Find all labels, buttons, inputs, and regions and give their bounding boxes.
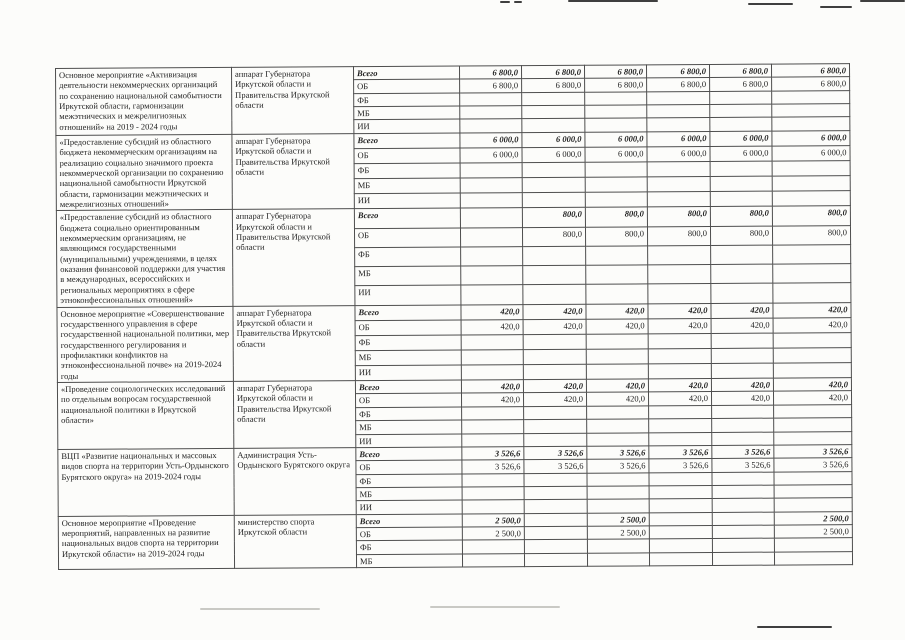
source-label-cell: ИИ: [356, 434, 462, 448]
value-cell: 6 800,0: [584, 65, 646, 79]
value-cell: [524, 419, 587, 433]
value-cell: [649, 485, 712, 499]
value-cell: 420,0: [773, 391, 851, 405]
value-cell: [522, 162, 585, 177]
scan-artifact: [500, 1, 510, 3]
value-cell: [772, 161, 850, 177]
value-cell: 6 800,0: [646, 65, 709, 79]
value-cell: [649, 499, 712, 513]
value-cell: [649, 552, 712, 566]
value-cell: [649, 512, 712, 526]
value-cell: [647, 105, 710, 119]
source-label-cell: ОБ: [354, 228, 460, 248]
value-cell: 420,0: [523, 379, 586, 393]
value-cell: 6 800,0: [521, 65, 584, 79]
value-cell: [711, 333, 773, 348]
value-cell: [712, 485, 774, 499]
source-label-cell: Всего: [354, 208, 460, 228]
value-cell: [461, 246, 523, 266]
value-cell: [522, 192, 585, 208]
value-cell: [462, 500, 524, 514]
source-label-cell: ФБ: [354, 163, 460, 179]
value-cell: [460, 92, 522, 106]
source-label-cell: МБ: [354, 178, 460, 194]
value-cell: 6 000,0: [647, 146, 710, 161]
value-cell: [460, 193, 522, 209]
source-label-cell: Всего: [354, 133, 460, 149]
value-cell: [710, 118, 772, 132]
executor-cell: аппарат Губернатора Иркутской области и Правительства Иркутской области: [231, 67, 353, 135]
value-cell: [524, 406, 587, 420]
value-cell: [774, 538, 852, 552]
value-cell: [710, 176, 772, 191]
value-cell: [773, 264, 851, 284]
executor-cell: аппарат Губернатора Иркутской области и Правительства Иркутской области: [233, 305, 355, 381]
value-cell: [772, 191, 850, 207]
source-label-cell: ИИ: [354, 193, 460, 209]
value-cell: 420,0: [461, 304, 523, 319]
value-cell: 420,0: [523, 304, 586, 319]
value-cell: 6 000,0: [585, 147, 647, 162]
value-cell: 800,0: [522, 208, 585, 228]
value-cell: [649, 405, 712, 419]
value-cell: [461, 349, 523, 364]
value-cell: [711, 283, 773, 303]
value-cell: 420,0: [773, 317, 851, 333]
value-cell: [649, 526, 712, 540]
value-cell: [461, 266, 523, 286]
value-cell: [649, 419, 712, 433]
value-cell: [649, 472, 712, 486]
value-cell: [462, 553, 524, 567]
value-cell: 3 526,6: [524, 459, 587, 473]
value-cell: 6 800,0: [522, 79, 585, 93]
scan-artifact: [860, 0, 905, 2]
value-cell: 800,0: [710, 206, 772, 226]
value-cell: [586, 349, 648, 364]
value-cell: [586, 364, 648, 380]
value-cell: 2 500,0: [462, 527, 524, 541]
source-label-cell: Всего: [356, 514, 462, 528]
budget-table-body: [56, 64, 853, 570]
value-cell: 3 526,6: [712, 445, 774, 459]
value-cell: 3 526,6: [587, 446, 649, 460]
value-cell: [648, 245, 711, 265]
value-cell: [711, 264, 773, 284]
program-name-cell: «Проведение социологических исследований по отдельным вопросам государственной национальной политики в Иркутской области»: [57, 381, 233, 449]
value-cell: [711, 348, 773, 363]
source-label-cell: ИИ: [355, 285, 461, 305]
value-cell: [774, 485, 852, 499]
value-cell: [586, 284, 648, 304]
source-label-cell: ИИ: [354, 119, 460, 133]
value-cell: [773, 332, 851, 348]
value-cell: [460, 178, 522, 193]
value-cell: 3 526,6: [587, 459, 649, 473]
scan-artifact: [568, 0, 658, 2]
value-cell: [648, 265, 711, 285]
value-cell: [523, 349, 586, 364]
value-cell: 420,0: [586, 379, 648, 393]
value-cell: [712, 418, 774, 432]
value-cell: [522, 105, 585, 119]
value-cell: [774, 551, 852, 565]
value-cell: [772, 176, 850, 192]
value-cell: [524, 433, 587, 447]
value-cell: 6 000,0: [772, 130, 850, 146]
value-cell: [524, 513, 587, 527]
value-cell: 6 800,0: [647, 78, 710, 92]
value-cell: 800,0: [647, 207, 710, 227]
value-cell: 420,0: [523, 393, 586, 407]
value-cell: 420,0: [523, 319, 586, 334]
value-cell: [585, 162, 647, 177]
value-cell: [647, 91, 710, 105]
value-cell: 800,0: [585, 207, 647, 227]
executor-cell: аппарат Губернатора Иркутской области и Правительства Иркутской области: [233, 381, 355, 449]
value-cell: [712, 432, 774, 446]
program-name-cell: Основное мероприятие «Совершенствование государственного управления в сфере государственной национальной политики, мер государственного регулирования и профилактики конфликтов на этноконфессиональной почве» на 2019-2024 годы: [57, 306, 233, 383]
source-label-cell: ОБ: [354, 148, 460, 164]
scan-artifact: [200, 608, 320, 610]
value-cell: [524, 540, 587, 554]
program-name-cell: Основное мероприятие «Активизация деятельности некоммерческих организаций по сохранению национальной самобытности Иркутской области, гармонизации межэтнических и межрелигиозных отношений» на 2019 - 2024 годы: [56, 67, 232, 135]
source-label-cell: Всего: [353, 66, 459, 80]
source-label-cell: Всего: [355, 305, 461, 321]
value-cell: 420,0: [461, 380, 523, 394]
value-cell: [586, 334, 648, 349]
source-label-cell: ОБ: [356, 527, 462, 541]
value-cell: 800,0: [710, 226, 772, 246]
value-cell: [774, 498, 852, 512]
value-cell: 6 800,0: [585, 78, 647, 92]
value-cell: [773, 363, 851, 379]
value-cell: 420,0: [773, 302, 851, 318]
value-cell: [774, 418, 852, 432]
value-cell: 420,0: [648, 303, 711, 318]
value-cell: 2 500,0: [462, 513, 524, 527]
scan-artifact: [514, 1, 522, 3]
value-cell: [461, 334, 523, 349]
value-cell: [712, 405, 774, 419]
value-cell: 6 000,0: [460, 132, 522, 147]
value-cell: [712, 472, 774, 486]
value-cell: [462, 420, 524, 434]
value-cell: [773, 244, 851, 264]
value-cell: [585, 192, 647, 208]
value-cell: 6 800,0: [772, 77, 850, 91]
value-cell: 800,0: [522, 227, 585, 247]
value-cell: [522, 92, 585, 106]
source-label-cell: ФБ: [356, 474, 462, 488]
value-cell: [460, 208, 522, 228]
value-cell: [647, 118, 710, 132]
value-cell: [460, 119, 522, 133]
value-cell: 6 800,0: [710, 77, 772, 91]
program-name-cell: «Предоставление субсидий из областного бюджета социально ориентированным некоммерческим организациям, не являющимся государственными (муниципальными) учреждениями, в целях оказания финансовой поддержки для участия в международных, всероссийских и региональных мероприятиях в сфере этноконфессиональных отношений»: [56, 210, 233, 307]
executor-cell: министерство спорта Иркутской области: [234, 514, 356, 568]
value-cell: 6 000,0: [710, 131, 772, 146]
value-cell: 800,0: [772, 206, 850, 226]
value-cell: [647, 177, 710, 192]
value-cell: [523, 334, 586, 349]
value-cell: [710, 104, 772, 118]
value-cell: [772, 104, 850, 118]
value-cell: [712, 498, 774, 512]
value-cell: 420,0: [648, 392, 711, 406]
value-cell: [711, 363, 773, 379]
value-cell: [587, 419, 649, 433]
source-label-cell: ОБ: [355, 393, 461, 407]
value-cell: [462, 406, 524, 420]
value-cell: 3 526,6: [774, 458, 852, 472]
value-cell: 3 526,6: [712, 458, 774, 472]
value-cell: 6 000,0: [460, 148, 522, 163]
value-cell: [460, 163, 522, 178]
value-cell: 6 000,0: [522, 132, 585, 147]
value-cell: [585, 105, 647, 119]
value-cell: 800,0: [772, 225, 850, 245]
program-name-cell: ВЦП «Развитие национальных и массовых видов спорта на территории Усть-Ордынского Бурятского округа» на 2019-2024 годы: [58, 448, 234, 516]
value-cell: [648, 333, 711, 348]
scan-artifact: [820, 6, 852, 8]
value-cell: [773, 283, 851, 303]
value-cell: [587, 472, 649, 486]
value-cell: 6 000,0: [772, 146, 850, 162]
value-cell: [587, 539, 649, 553]
value-cell: 420,0: [461, 319, 523, 334]
value-cell: [772, 117, 850, 131]
value-cell: [712, 512, 774, 526]
value-cell: [585, 118, 647, 132]
value-cell: 6 000,0: [522, 147, 585, 162]
source-label-cell: Всего: [355, 380, 461, 394]
value-cell: [461, 285, 523, 305]
value-cell: [523, 364, 586, 380]
value-cell: [585, 92, 647, 106]
value-cell: 3 526,6: [649, 459, 712, 473]
value-cell: [462, 487, 524, 501]
value-cell: [587, 406, 649, 420]
source-label-cell: МБ: [356, 420, 462, 434]
value-cell: [462, 473, 524, 487]
value-cell: 6 000,0: [710, 146, 772, 161]
value-cell: 420,0: [711, 392, 773, 406]
value-cell: [712, 538, 774, 552]
value-cell: 6 000,0: [647, 131, 710, 146]
value-cell: [460, 106, 522, 120]
value-cell: [524, 473, 587, 487]
value-cell: 420,0: [586, 319, 648, 334]
value-cell: 2 500,0: [774, 525, 852, 539]
value-cell: 420,0: [586, 303, 648, 318]
value-cell: 800,0: [585, 226, 647, 246]
value-cell: 420,0: [648, 318, 711, 333]
value-cell: [774, 404, 852, 418]
budget-table-container: [55, 63, 853, 570]
value-cell: 3 526,6: [462, 447, 524, 461]
value-cell: 2 500,0: [587, 513, 649, 527]
value-cell: [648, 363, 711, 379]
value-cell: [587, 486, 649, 500]
value-cell: [462, 433, 524, 447]
value-cell: 3 526,6: [462, 460, 524, 474]
value-cell: 420,0: [586, 392, 648, 406]
value-cell: [586, 265, 648, 285]
value-cell: [710, 191, 772, 207]
value-cell: [523, 246, 586, 266]
value-cell: 3 526,6: [774, 444, 852, 458]
source-label-cell: ОБ: [355, 320, 461, 336]
value-cell: 3 526,6: [524, 446, 587, 460]
source-label-cell: Всего: [356, 447, 462, 461]
source-label-cell: ФБ: [355, 335, 461, 351]
source-label-cell: МБ: [355, 266, 461, 286]
scan-artifact: [757, 626, 832, 628]
value-cell: [710, 161, 772, 176]
value-cell: 6 800,0: [460, 79, 522, 93]
source-label-cell: ИИ: [355, 365, 461, 381]
value-cell: 420,0: [773, 378, 851, 392]
value-cell: [711, 245, 773, 265]
value-cell: 800,0: [647, 226, 710, 246]
value-cell: [710, 91, 772, 105]
value-cell: [773, 347, 851, 363]
value-cell: [524, 553, 587, 567]
value-cell: [586, 246, 648, 266]
value-cell: 6 000,0: [585, 132, 647, 147]
program-name-cell: «Предоставление субсидий из областного бюджета некоммерческим организациям на реализацию социально значимого проекта некоммерческой организации по сохранению национальной самобытности Иркутской области, гармонизации межэтнических и межрелигиозных отношений»: [56, 134, 232, 211]
value-cell: [587, 553, 649, 567]
value-cell: [585, 177, 647, 192]
source-label-cell: МБ: [356, 554, 462, 568]
scan-artifact: [748, 3, 793, 5]
value-cell: [461, 365, 523, 381]
value-cell: [712, 525, 774, 539]
value-cell: [774, 471, 852, 485]
budget-table: [55, 63, 853, 570]
value-cell: 420,0: [648, 379, 711, 393]
value-cell: [523, 265, 586, 285]
value-cell: [649, 539, 712, 553]
value-cell: 6 800,0: [771, 64, 849, 78]
executor-cell: аппарат Губернатора Иркутской области и Правительства Иркутской области: [232, 133, 354, 209]
value-cell: 420,0: [461, 393, 523, 407]
value-cell: 6 800,0: [709, 64, 771, 78]
value-cell: [647, 161, 710, 176]
value-cell: [524, 486, 587, 500]
value-cell: [462, 540, 524, 554]
source-label-cell: ФБ: [356, 407, 462, 421]
source-label-cell: ОБ: [356, 460, 462, 474]
scan-artifact: [430, 606, 560, 608]
source-label-cell: ИИ: [356, 500, 462, 514]
value-cell: 2 500,0: [774, 511, 852, 525]
source-label-cell: ОБ: [354, 79, 460, 93]
value-cell: [648, 284, 711, 304]
value-cell: [772, 90, 850, 104]
source-label-cell: ФБ: [354, 93, 460, 107]
value-cell: [649, 432, 712, 446]
value-cell: [712, 552, 774, 566]
value-cell: [587, 499, 649, 513]
value-cell: 6 800,0: [459, 66, 521, 80]
value-cell: [522, 177, 585, 192]
value-cell: [587, 432, 649, 446]
executor-cell: аппарат Губернатора Иркутской области и Правительства Иркутской области: [232, 209, 355, 306]
value-cell: [647, 192, 710, 208]
value-cell: [774, 431, 852, 445]
source-label-cell: МБ: [354, 106, 460, 120]
value-cell: [523, 285, 586, 305]
source-label-cell: ФБ: [355, 247, 461, 267]
value-cell: [648, 348, 711, 363]
source-label-cell: МБ: [355, 350, 461, 366]
value-cell: 3 526,6: [649, 445, 712, 459]
value-cell: 420,0: [711, 378, 773, 392]
value-cell: [522, 119, 585, 133]
source-label-cell: ФБ: [356, 540, 462, 554]
value-cell: 420,0: [711, 303, 773, 318]
value-cell: 2 500,0: [587, 526, 649, 540]
value-cell: 420,0: [711, 318, 773, 333]
value-cell: [524, 526, 587, 540]
value-cell: [524, 500, 587, 514]
value-cell: [460, 227, 522, 247]
source-label-cell: МБ: [356, 487, 462, 501]
executor-cell: Администрация Усть-Ордынского Бурятского округа: [234, 448, 356, 516]
program-name-cell: Основное мероприятие «Проведение мероприятий, направленных на развитие национальных видов спорта на территории Иркутской области» на 2019-2024 годы: [58, 515, 234, 570]
